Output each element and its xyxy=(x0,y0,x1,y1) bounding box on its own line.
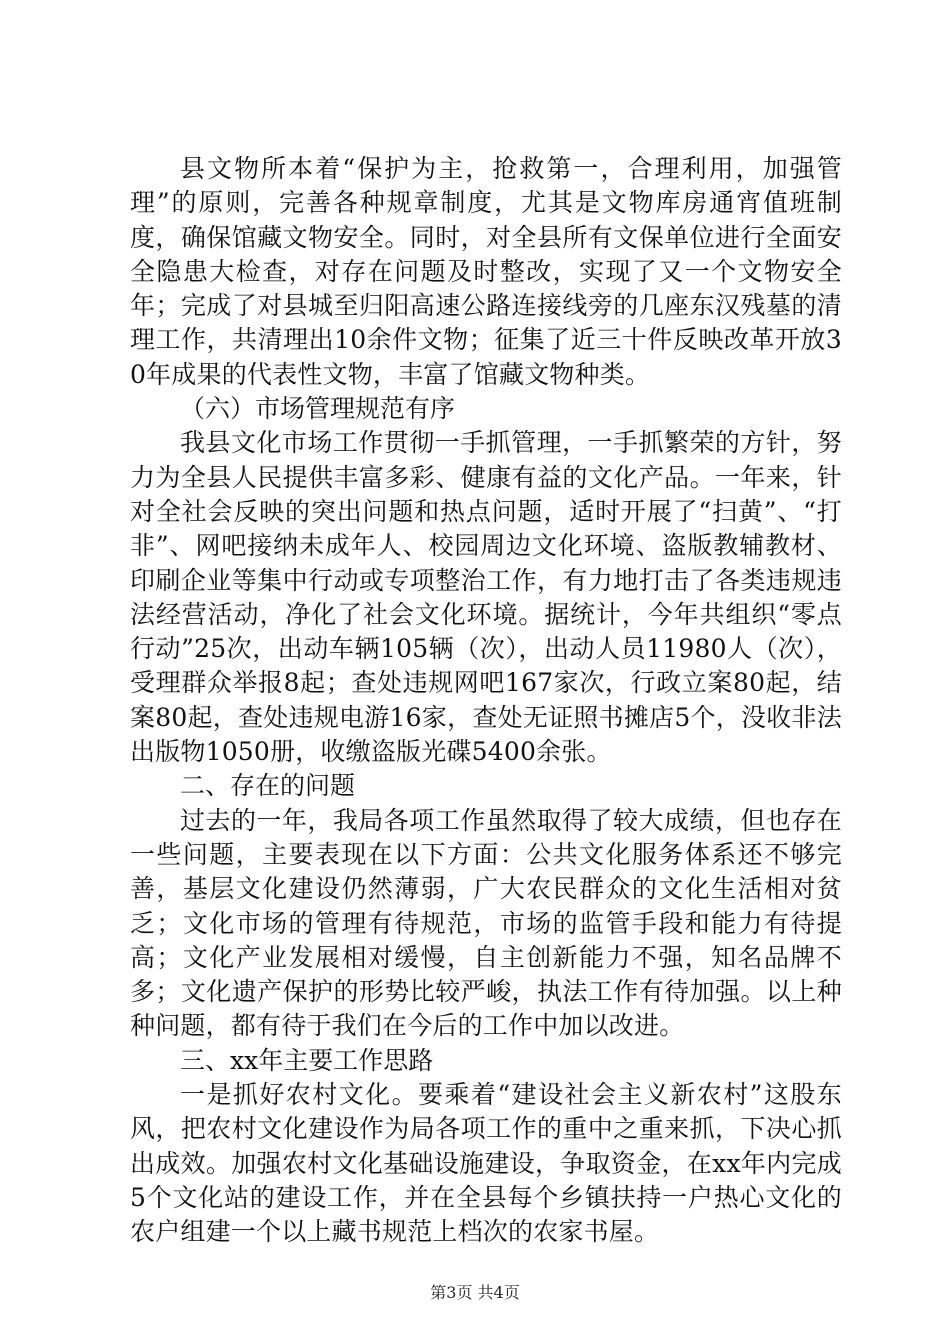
heading-work-plan: 三、xx年主要工作思路 xyxy=(180,1045,434,1075)
paragraph-rural-culture: 一是抓好农村文化。要乘着“建设社会主义新农村”这股东风，把农村文化建设作为局各项工作的重中之重来抓，下决心抓出成效。加强农村文化基础设施建设，争取资金，在xx年内完成5个文化站的建设工作，并在全县每个乡镇扶持一户热心文化的农户组建一个以上藏书规范上档次的农家书屋。 xyxy=(130,1080,842,1247)
paragraph-existing-problems: 过去的一年，我局各项工作虽然取得了较大成绩，但也存在一些问题，主要表现在以下方面：公共文化服务体系还不够完善，基层文化建设仍然薄弱，广大农民群众的文化生活相对贫乏；文化市场的管理有待规范，市场的监管手段和能力有待提高；文化产业发展相对缓慢，自主创新能力不强，知名品牌不多；文化遗产保护的形势比较严峻，执法工作有待加强。以上种种问题，都有待于我们在今后的工作中加以改进。 xyxy=(130,805,842,1041)
page-number-footer: 第3页 共4页 xyxy=(430,1283,520,1302)
heading-market-management: （六）市场管理规范有序 xyxy=(180,394,456,424)
heading-existing-problems: 二、存在的问题 xyxy=(180,771,356,801)
paragraph-market-management: 我县文化市场工作贯彻一手抓管理，一手抓繁荣的方针，努力为全县人民提供丰富多彩、健康有益的文化产品。一年来，针对全社会反映的突出问题和热点问题，适时开展了“扫黄”、“打非”、网吧接纳未成年人、校园周边文化环境、盗版教辅教材、印刷企业等集中行动或专项整治工作，有力地打击了各类违规违法经营活动，净化了社会文化环境。据统计，今年共组织“零点行动”25次，出动车辆105辆（次），出动人员11980人（次），受理群众举报8起；查处违规网吧167家次，行政立案80起，结案80起，查处违规电游16家，查处无证照书摊店5个，没收非法出版物1050册，收缴盗版光碟5400余张。 xyxy=(130,428,842,767)
document-body xyxy=(130,152,842,1250)
paragraph-cultural-relics: 县文物所本着“保护为主，抢救第一，合理利用，加强管理”的原则，完善各种规章制度，尤其是文物库房通宵值班制度，确保馆藏文物安全。同时，对全县所有文保单位进行全面安全隐患大检查，对存在问题及时整改，实现了又一个文物安全年；完成了对县城至归阳高速公路连接线旁的几座东汉残墓的清理工作，共清理出10余件文物；征集了近三十件反映改革开放30年成果的代表性文物，丰富了馆藏文物种类。 xyxy=(130,154,842,389)
